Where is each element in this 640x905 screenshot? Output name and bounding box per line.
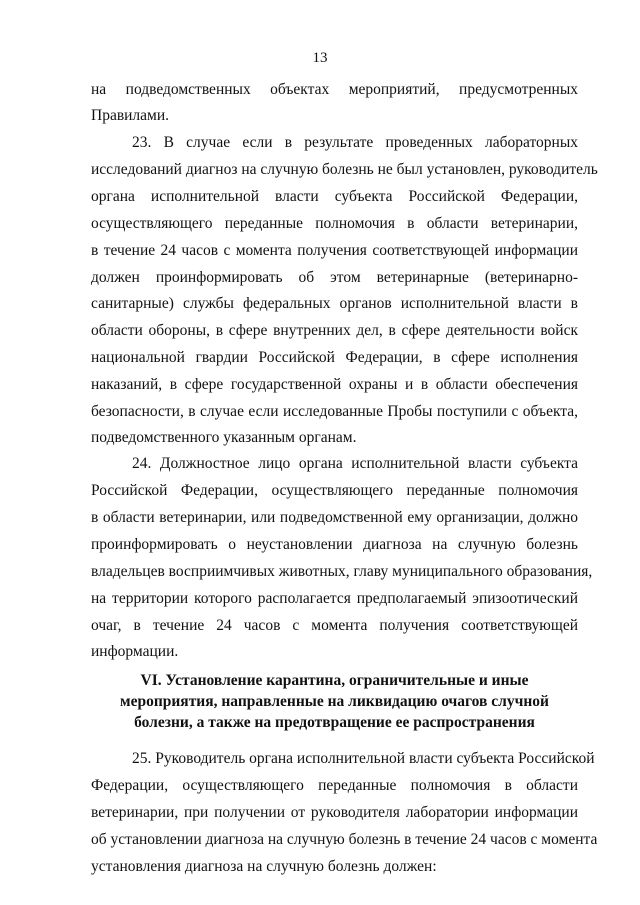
section-heading-line: VI. Установление карантина, ограничительные и иные — [140, 672, 529, 689]
text-line: об установлении диагноза на случную болезнь в течение 24 часов с момента — [91, 831, 598, 848]
text-line: Российской Федерации, осуществляющего переданные полномочия — [91, 482, 578, 499]
text-line: национальной гвардии Российской Федерации, в сфере исполнения — [91, 349, 578, 366]
text-line: информации. — [91, 643, 179, 660]
text-line: санитарные) службы федеральных органов исполнительной власти в — [91, 295, 578, 312]
text-line: подведомственного указанным органам. — [91, 429, 357, 446]
text-line: на подведомственных объектах мероприятий, предусмотренных — [91, 81, 578, 98]
text-line: Правилами. — [91, 107, 170, 124]
text-line: в области ветеринарии, или подведомственной ему организации, должно — [91, 509, 578, 526]
section-heading-line: мероприятия, направленные на ликвидацию очагов случной — [120, 693, 549, 710]
text-line: области обороны, в сфере внутренних дел, в сфере деятельности войск — [91, 322, 578, 339]
page-number: 13 — [312, 50, 328, 66]
text-line: владельцев восприимчивых животных, главу муниципального образования, — [91, 563, 593, 580]
text-line: 24. Должностное лицо органа исполнительной власти субъекта — [132, 455, 578, 472]
text-line: Федерации, осуществляющего переданные полномочия в области — [91, 777, 578, 794]
text-line: проинформировать о неустановлении диагноза на случную болезнь — [91, 536, 578, 553]
text-line: 23. В случае если в результате проведенных лабораторных — [132, 134, 578, 151]
text-line: установления диагноза на случную болезнь должен: — [91, 858, 437, 875]
text-line: исследований диагноз на случную болезнь не был установлен, руководитель — [91, 161, 598, 178]
text-line: очаг, в течение 24 часов с момента получения соответствующей — [91, 617, 578, 634]
text-line: безопасности, в случае если исследованные Пробы поступили с объекта, — [91, 403, 578, 420]
text-line: 25. Руководитель органа исполнительной власти субъекта Российской — [132, 750, 595, 767]
text-line: на территории которого располагается предполагаемый эпизоотический — [91, 590, 578, 607]
text-line: осуществляющего переданные полномочия в области ветеринарии, — [91, 215, 578, 232]
text-line: ветеринарии, при получении от руководителя лаборатории информации — [91, 804, 578, 821]
text-line: в течение 24 часов с момента получения соответствующей информации — [91, 242, 578, 259]
text-line: наказаний, в сфере государственной охраны и в области обеспечения — [91, 376, 578, 393]
text-line: органа исполнительной власти субъекта Российской Федерации, — [91, 188, 578, 205]
section-heading-line: болезни, а также на предотвращение ее распространения — [134, 714, 535, 731]
text-line: должен проинформировать об этом ветеринарные (ветеринарно- — [91, 269, 578, 286]
